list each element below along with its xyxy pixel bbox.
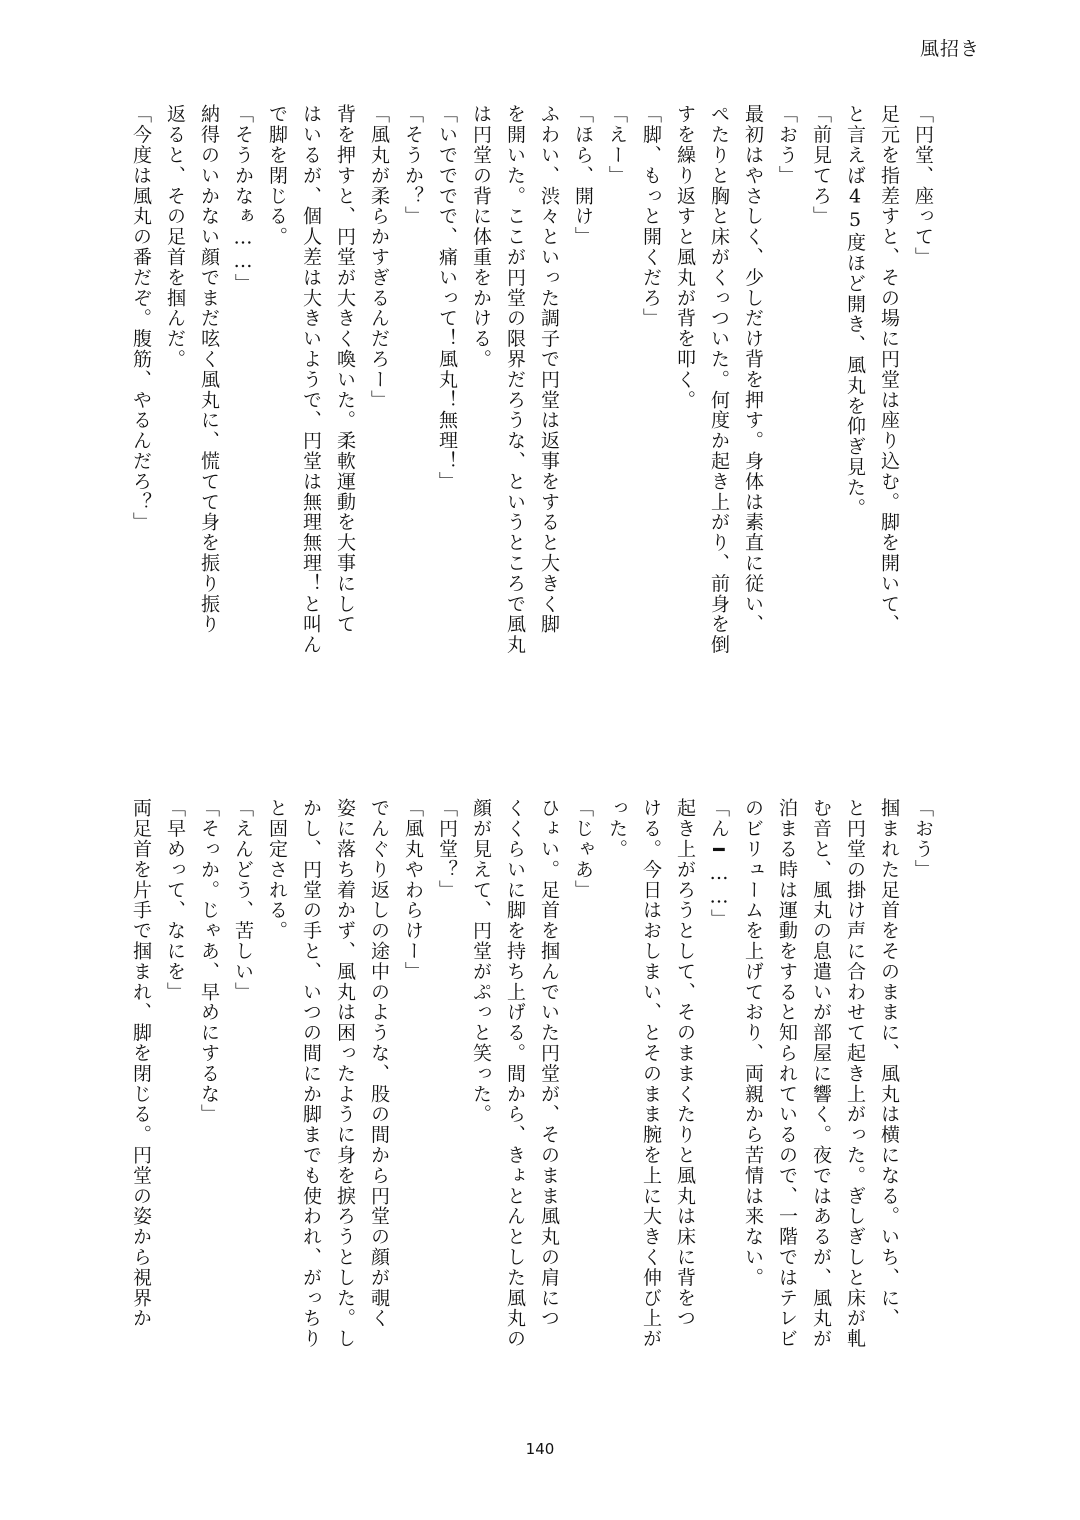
- text-column: ける。今日はおしまい、とそのまま腕を上に大きく伸び上が: [640, 798, 662, 1349]
- text-column: 足元を指差すと、その場に円堂は座り込む。脚を開いて、: [878, 104, 900, 635]
- text-column: 背を押すと、円堂が大きく喚いた。柔軟運動を大事にして: [334, 104, 356, 635]
- text-column: 「えー」: [606, 104, 628, 186]
- text-column: を開いた。ここが円堂の限界だろうな、というところで風丸: [504, 104, 526, 655]
- text-column: 顔が見えて、円堂がぷっと笑った。: [470, 798, 492, 1125]
- text-column: 「早めって、なにを」: [164, 798, 186, 1002]
- text-column: 「そうかなぁ……」: [232, 104, 254, 294]
- text-column: ぺたりと胸と床がくっついた。何度か起き上がり、前身を倒: [708, 104, 730, 655]
- text-column: ふわい、渋々といった調子で円堂は返事をすると大きく脚: [538, 104, 560, 635]
- text-column: 返ると、その足首を掴んだ。: [164, 104, 186, 370]
- page-number: 140: [525, 1440, 555, 1458]
- text-column: 最初はやさしく、少しだけ背を押す。身体は素直に従い、: [742, 104, 764, 635]
- text-column: と固定される。: [266, 798, 288, 941]
- text-column: 「脚、もっと開くだろ」: [640, 104, 662, 329]
- text-column: はいるが、個人差は大きいようで、円堂は無理無理！と叫ん: [300, 104, 322, 655]
- text-column: 「今度は風丸の番だぞ。腹筋、やるんだろ？」: [130, 104, 152, 533]
- text-block-top: [130, 104, 940, 694]
- text-column: 「風丸が柔らかすぎるんだろー」: [368, 104, 390, 410]
- text-column: 掴まれた足首をそのままに、風丸は横になる。いち、に、: [878, 798, 900, 1329]
- text-column: 「円堂？」: [436, 798, 458, 900]
- text-column: 「前見てろ」: [810, 104, 832, 227]
- text-column: 納得のいかない顔でまだ呟く風丸に、慌てて身を振り振り: [198, 104, 220, 635]
- text-column: 「円堂、座って」: [912, 104, 934, 268]
- text-column: 「そっか。じゃあ、早めにするな」: [198, 798, 220, 1125]
- text-column: 「風丸やわらけー」: [402, 798, 424, 982]
- text-column: くくらいに脚を持ち上げる。間から、きょとんとした風丸の: [504, 798, 526, 1349]
- text-column: った。: [606, 798, 628, 860]
- text-column: は円堂の背に体重をかける。: [470, 104, 492, 370]
- text-column: 「ん━……」: [708, 798, 730, 930]
- text-column: のビリュームを上げており、両親から苦情は来ない。: [742, 798, 764, 1288]
- text-column: む音と、風丸の息遣いが部屋に響く。夜ではあるが、風丸が: [810, 798, 832, 1349]
- text-column: 泊まる時は運動をすると知られているので、一階ではテレビ: [776, 798, 798, 1349]
- running-title: 風招き: [919, 38, 980, 60]
- text-column: 「そうか？」: [402, 104, 424, 227]
- text-column: で脚を閉じる。: [266, 104, 288, 247]
- text-column: 「おう」: [912, 798, 934, 880]
- text-column: 「いでででで、痛いって！風丸！無理！」: [436, 104, 458, 492]
- text-column: でんぐり返しの途中のような、股の間から円堂の顔が覗く: [368, 798, 390, 1329]
- text-column: 姿に落ち着かず、風丸は困ったように身を捩ろうとした。し: [334, 798, 356, 1349]
- text-column: かし、円堂の手と、いつの間にか脚までも使われ、がっちり: [300, 798, 322, 1349]
- text-column: 起き上がろうとして、そのままくたりと風丸は床に背をつ: [674, 798, 696, 1329]
- text-column: 「じゃあ」: [572, 798, 594, 900]
- text-column: 両足首を片手で掴まれ、脚を閉じる。円堂の姿から視界か: [130, 798, 152, 1329]
- text-column: 「えんどう、苦しい」: [232, 798, 254, 1002]
- text-block-bottom: [130, 798, 940, 1418]
- text-column: すを繰り返すと風丸が背を叩く。: [674, 104, 696, 410]
- text-column: 「おう」: [776, 104, 798, 186]
- text-column: ひょい。足首を掴んでいた円堂が、そのまま風丸の肩につ: [538, 798, 560, 1329]
- text-column: 「ほら、開け」: [572, 104, 594, 247]
- text-column: と円堂の掛け声に合わせて起き上がった。ぎしぎしと床が軋: [844, 798, 866, 1349]
- text-column: と言えば45度ほど開き、風丸を仰ぎ見た。: [844, 104, 866, 518]
